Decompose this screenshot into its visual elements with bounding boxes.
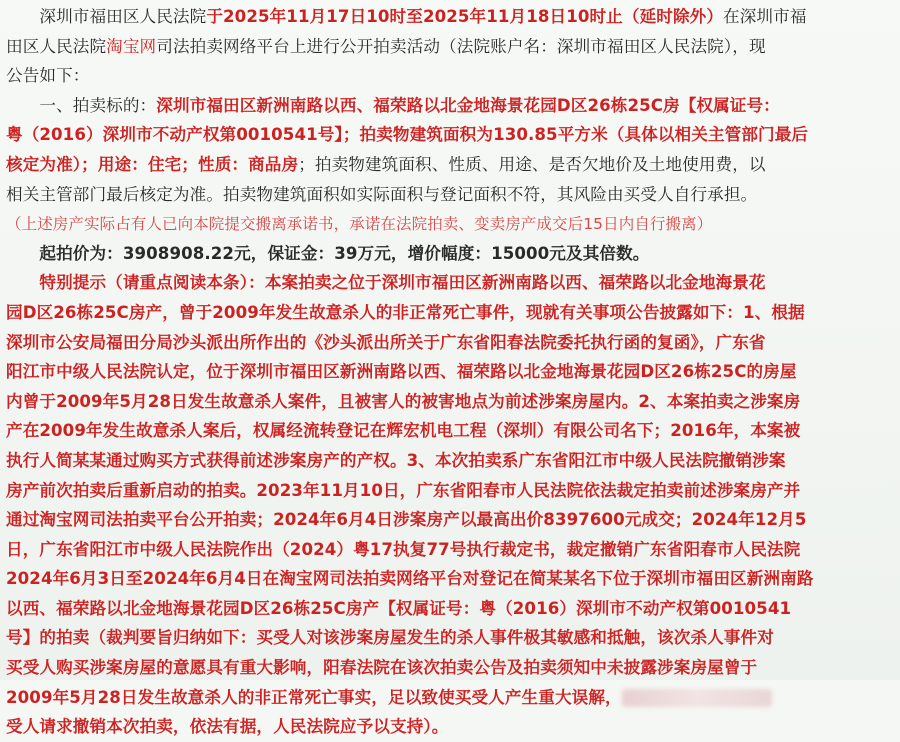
notice-text-segment: 起拍价为：3908908.22元，保证金：39万元，增价幅度：15000元及其倍数。 [6, 243, 650, 263]
notice-line [6, 150, 894, 180]
notice-line [6, 32, 894, 62]
notice-body [6, 2, 894, 742]
notice-line [6, 268, 894, 298]
notice-text-segment: 2009年5月28日发生故意杀人的非正常死亡事实，足以致使买受人产生重大误解， [6, 687, 622, 707]
notice-text-segment: 以西、福荣路以北金地海景花园D区26栋25C房产【权属证号：粤（2016）深圳市不动产权第0010541 [6, 598, 792, 618]
notice-line [6, 623, 894, 653]
notice-text-segment: 于2025年11月17日10时至2025年11月18日10时止（延时除外） [206, 7, 724, 26]
notice-text-segment: 淘宝网 [106, 36, 157, 56]
notice-line [6, 91, 894, 121]
notice-text-segment: 田区人民法院 [6, 36, 107, 56]
notice-text-segment: 阳江市中级人民法院认定，位于深圳市福田区新洲南路以西、福荣路以北金地海景花园D区26栋25C的房屋 [6, 362, 797, 382]
notice-line [6, 416, 894, 446]
notice-text-segment: 深圳市福田区新洲南路以西、福荣路以北金地海景花园D区26栋25C房【权属证号： [156, 95, 780, 115]
notice-text-segment: 号】的拍卖（裁判要旨归纳如下：买受人对该涉案房屋发生的杀人事件极其敏感和抵触，该次杀人事件对 [6, 628, 774, 648]
notice-line [6, 298, 894, 328]
notice-line [6, 180, 894, 210]
notice-line [6, 564, 894, 594]
notice-text-segment: 买受人购买涉案房屋的意愿具有重大影响，阳春法院在该次拍卖公告及拍卖须知中未披露涉案房屋曾于 [6, 658, 758, 678]
notice-text-segment: 粤（2016）深圳市不动产权第0010541号】；拍卖物建筑面积为130.85平方米（具体以相关主管部门最后 [6, 125, 809, 145]
notice-text-segment: 日，广东省阳江市中级人民法院作出（2024）粤17执复77号执行裁定书，裁定撤销广东省阳春市人民法院 [6, 539, 801, 559]
notice-text-segment: 在深圳市福 [723, 7, 807, 26]
notice-text-segment: 2024年6月3日至2024年6月4日在淘宝网司法拍卖网络平台对登记在简某某名下位于深圳市福田区新洲南路 [6, 569, 814, 589]
notice-text-segment: 一、拍卖标的： [6, 95, 157, 115]
notice-line [6, 683, 894, 713]
notice-text-segment: 本案拍卖之位于深圳市福田区新洲南路以西、福荣路以北金地海景花 [264, 273, 766, 293]
notice-line [6, 594, 894, 624]
notice-line [6, 505, 894, 535]
notice-line [6, 209, 894, 239]
notice-text-segment: 房产前次拍卖后重新启动的拍卖。2023年11月10日，广东省阳春市人民法院依法裁定拍卖前述涉案房产并 [6, 480, 801, 500]
notice-line [6, 239, 894, 269]
notice-text-segment: 产在2009年发生故意杀人案后，权属经流转登记在辉宏机电工程（深圳）有限公司名下；2016年，本案被 [6, 421, 801, 441]
notice-line [6, 712, 894, 742]
notice-text-segment: 公告如下： [6, 66, 90, 86]
notice-text-segment: 园D区26栋25C房产，曾于2009年发生故意杀人的非正常死亡事件，现就有关事项公告披露如下：1、根据 [6, 302, 805, 322]
notice-text-segment: 内曾于2009年5月28日发生故意杀人案件，且被害人的被害地点为前述涉案房屋内。2、本案拍卖之涉案房 [6, 391, 801, 411]
notice-line [6, 357, 894, 387]
notice-line [6, 328, 894, 358]
notice-line [6, 476, 894, 506]
notice-text-segment: 司法拍卖网络平台上进行公开拍卖活动（法院账户名：深圳市福田区人民法院），现 [156, 36, 766, 56]
notice-text-segment: 核定为准）；用途：住宅；性质：商品房 [6, 154, 299, 174]
notice-text-segment: 受人请求撤销本次拍卖，依法有据，人民法院应予以支持）。 [6, 717, 449, 737]
notice-text-segment: （上述房产实际占有人已向本院提交搬离承诺书，承诺在法院拍卖、变卖房产成交后15日内自行搬离） [6, 215, 713, 234]
notice-line [6, 446, 894, 476]
notice-text-segment: 执行人简某某通过购买方式获得前述涉案房产的产权。3、本次拍卖系广东省阳江市中级人民法院撤销涉案 [6, 450, 786, 470]
notice-text-segment: 相关主管部门最后核定为准。拍卖物建筑面积如实际面积与登记面积不符，其风险由买受人自行承担。 [6, 184, 758, 204]
notice-line [6, 61, 894, 91]
notice-text-segment: 深圳市公安局福田分局沙头派出所作出的《沙头派出所关于广东省阳春法院委托执行函的复函》，广东省 [6, 332, 766, 352]
notice-text-segment: 通过淘宝网司法拍卖平台公开拍卖；2024年6月4日涉案房产以最高出价8397600元成交；2024年12月5 [6, 510, 807, 530]
notice-line [6, 120, 894, 150]
notice-line [6, 653, 894, 683]
notice-text-segment: 特别提示（请重点阅读本条）： [6, 273, 265, 293]
notice-line [6, 535, 894, 565]
redacted-text [622, 689, 772, 707]
notice-line [6, 387, 894, 417]
notice-text-segment: ；拍卖物建筑面积、性质、用途、是否欠地价及土地使用费，以 [298, 154, 766, 174]
notice-line [6, 2, 894, 32]
notice-text-segment: 深圳市福田区人民法院 [6, 7, 207, 26]
